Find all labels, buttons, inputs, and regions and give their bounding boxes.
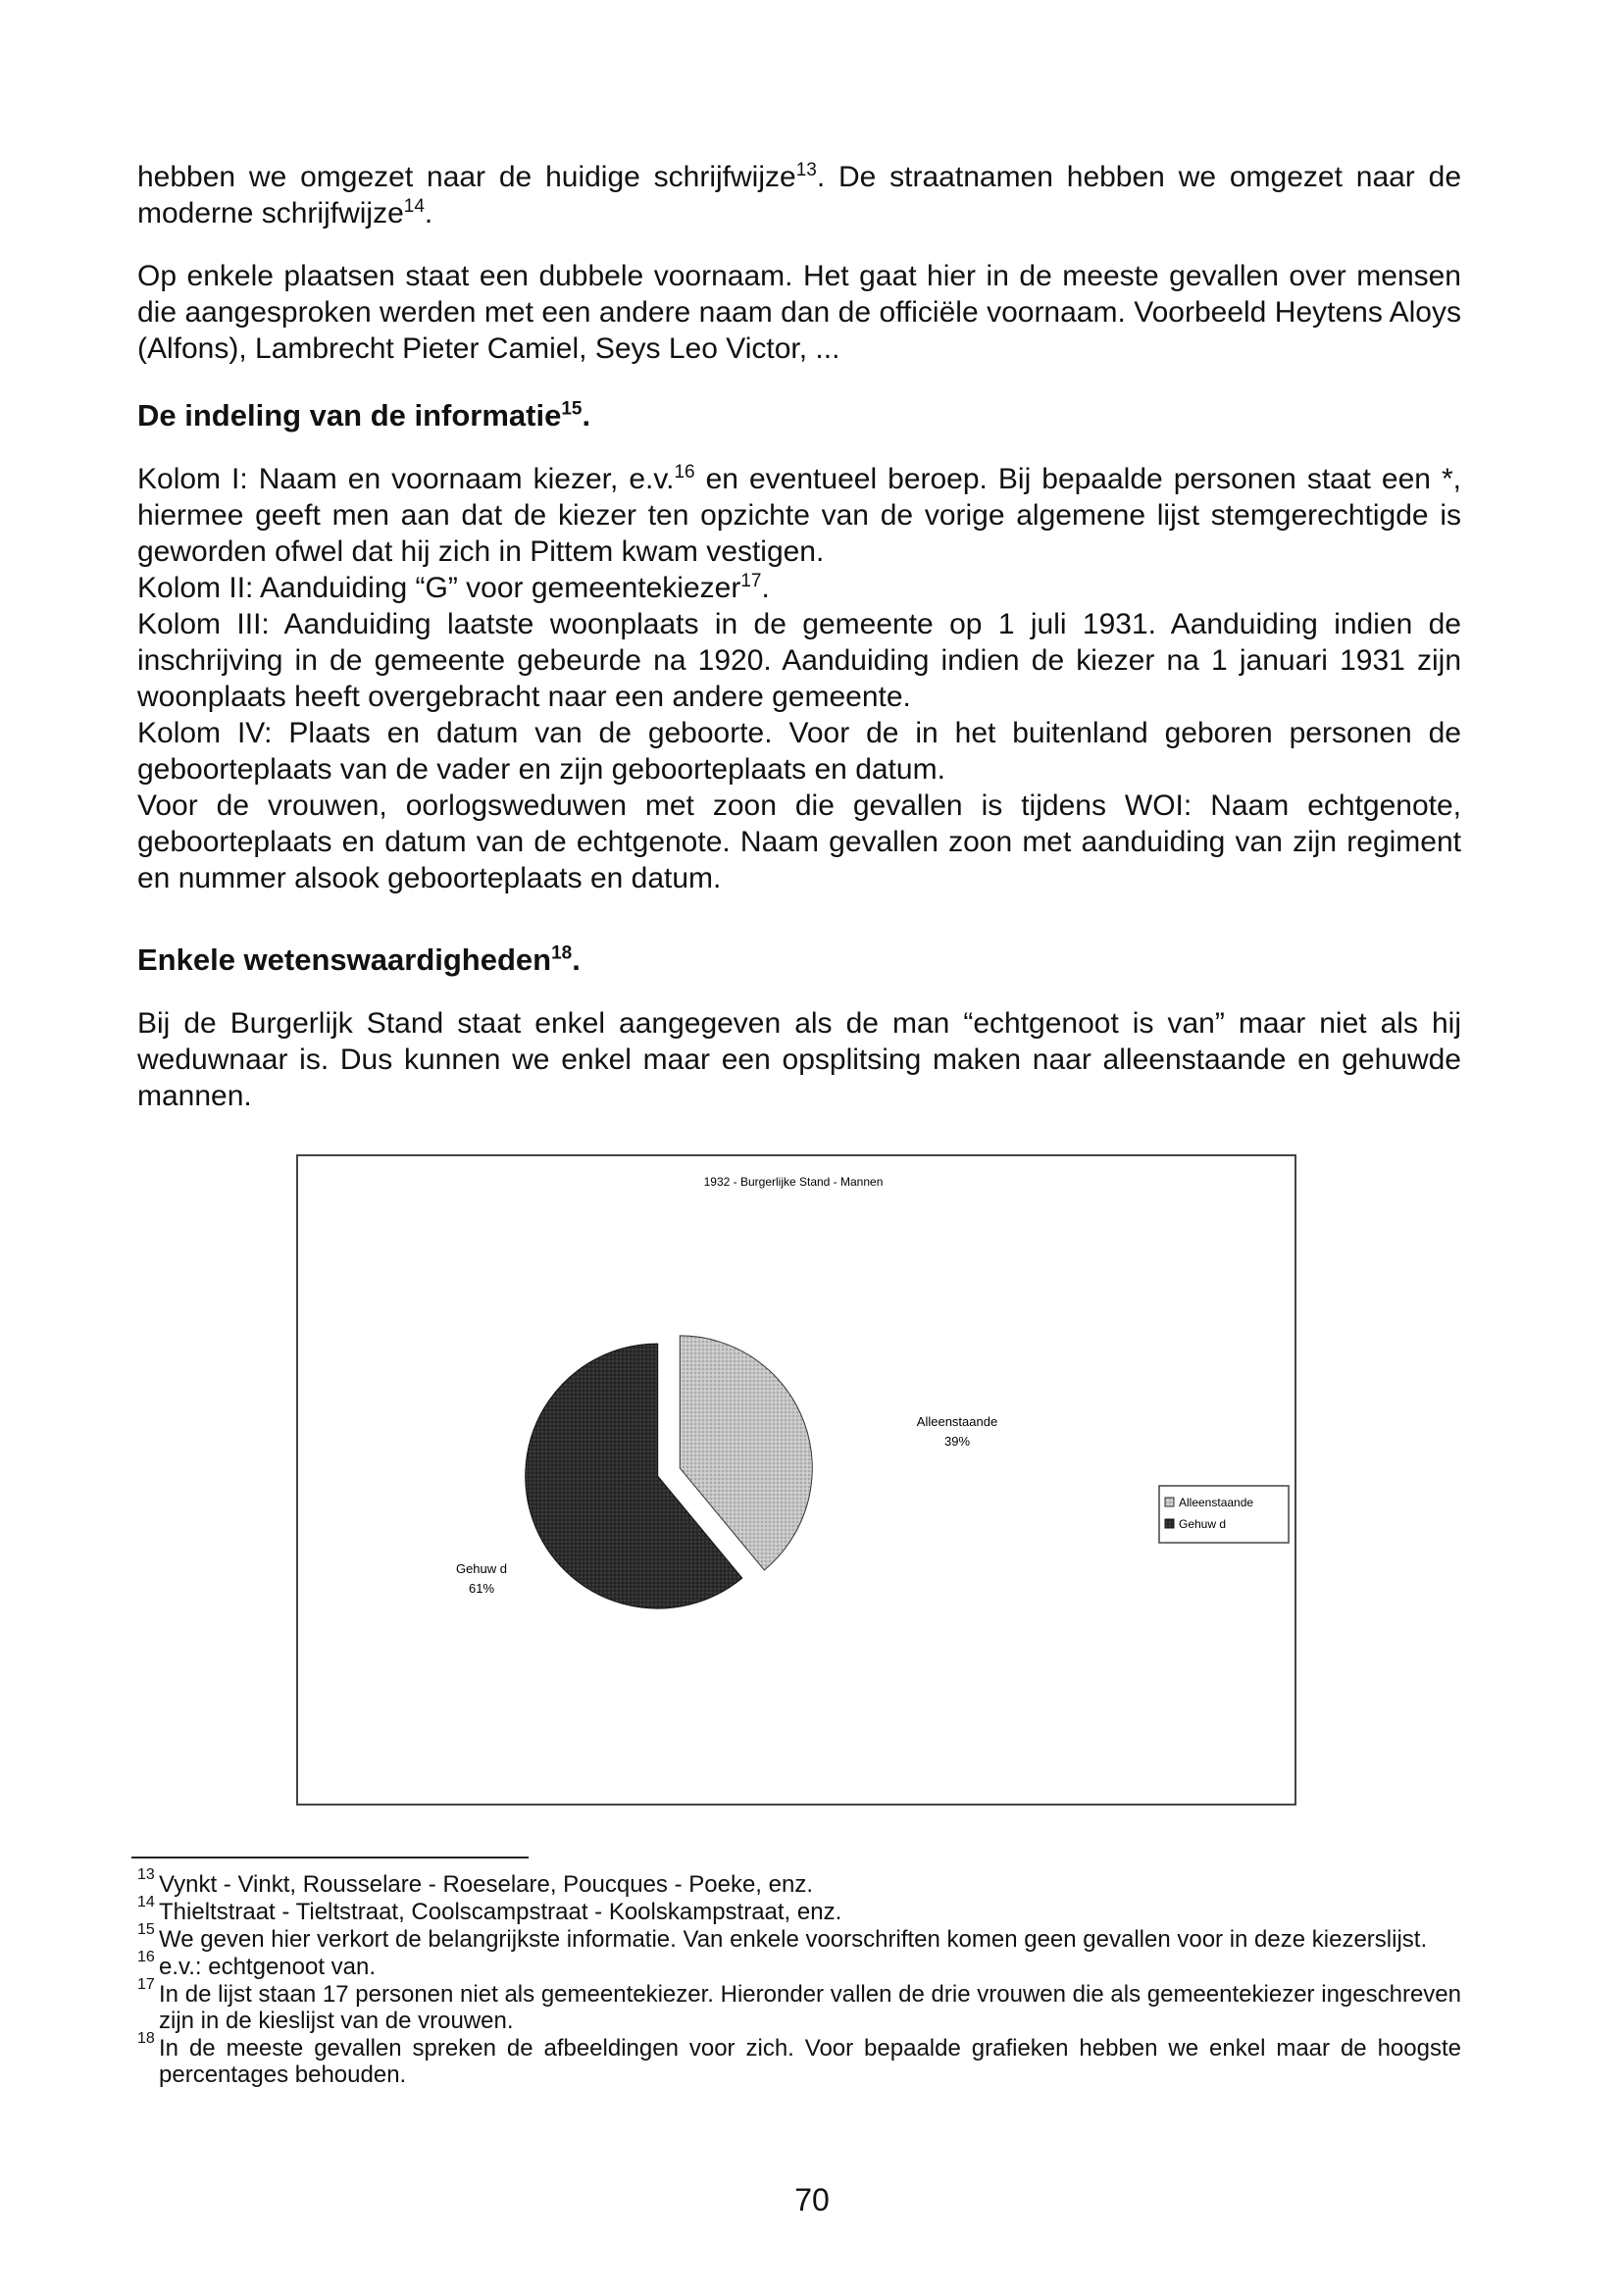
kolom-4: Kolom IV: Plaats en datum van de geboorte. Voor de in het buitenland geboren personen de geboorteplaats van de vader en zijn geboorteplaats en datum. xyxy=(137,717,1461,786)
footnote-number: 16 xyxy=(137,1949,155,1965)
footnote-ref-13: 13 xyxy=(795,160,817,180)
page-number: 70 xyxy=(794,2182,830,2217)
intro-paragraph-1 xyxy=(137,159,1461,231)
footnote-15 xyxy=(137,1921,1461,1953)
footnote-text: We geven hier verkort de belangrijkste informatie. Van enkele voorschriften komen geen gevallen voor in deze kiezerslijst. xyxy=(159,1926,1428,1953)
chart-title: 1932 - Burgerlijke Stand - Mannen xyxy=(703,1175,884,1189)
data-label-alleenstaande: Alleenstaande xyxy=(916,1414,998,1429)
section-heading-2 xyxy=(137,942,1461,978)
footnotes xyxy=(137,1866,1461,2089)
footnote-number: 17 xyxy=(137,1976,155,1993)
legend-label-gehuwd: Gehuw d xyxy=(1179,1517,1227,1531)
intro-text-2: Op enkele plaatsen staat een dubbele voornaam. Het gaat hier in de meeste gevallen over mensen die aangesproken werden met een andere naam dan de officiële voornaam. Voorbeeld Heytens Aloys (Alfons), Lambrecht Pieter Camiel, Seys Leo Victor, ... xyxy=(137,260,1461,365)
intro-text-a: hebben we omgezet naar de huidige schrijfwijze xyxy=(137,161,796,193)
footnote-17 xyxy=(137,1976,1461,2034)
kolom-list xyxy=(137,461,1461,896)
legend-swatch-gehuwd xyxy=(1165,1519,1174,1528)
intro-text-b: . De straatnamen hebben we omgezet naar de moderne schrijfwijze xyxy=(137,161,1461,229)
footnote-ref-16: 16 xyxy=(674,462,695,483)
footnote-rule xyxy=(131,1857,529,1858)
footnote-number: 15 xyxy=(137,1921,155,1938)
footnote-ref-15: 15 xyxy=(561,398,583,420)
footnote-number: 14 xyxy=(137,1894,155,1910)
legend-swatch-alleenstaande xyxy=(1165,1498,1174,1506)
data-label-alleenstaande-pct: 39% xyxy=(943,1434,971,1449)
footnote-number: 18 xyxy=(137,2030,155,2047)
footnote-number: 13 xyxy=(137,1866,155,1883)
kolom-1-text-a: Kolom I: Naam en voornaam kiezer, e.v. xyxy=(137,463,675,495)
footnote-14 xyxy=(137,1894,1461,1925)
kolom-1-text-b: en eventueel beroep. Bij bepaalde personen staat een *, hiermee geeft men aan dat de kiezer ten opzichte van de vorige algemene lijst stemgerechtigde is geworden ofwel dat hij zich in Pittem kwam vestigen. xyxy=(137,463,1461,568)
footnote-text: e.v.: echtgenoot van. xyxy=(159,1954,377,1980)
intro-paragraph-2 xyxy=(137,258,1461,367)
footnote-text: Thieltstraat - Tieltstraat, Coolscampstraat - Koolskampstraat, enz. xyxy=(159,1899,842,1925)
kolom-1 xyxy=(137,461,1461,570)
footnote-18 xyxy=(137,2030,1461,2088)
heading-end: . xyxy=(582,398,591,433)
footnote-text: In de lijst staan 17 personen niet als gemeentekiezer. Hieronder vallen de drie vrouwen die als gemeentekiezer ingeschreven zijn in de kieslijst van de vrouwen. xyxy=(159,1981,1461,2034)
pie-chart xyxy=(298,1156,1294,1804)
section-2-paragraph xyxy=(137,1005,1461,1114)
data-label-gehuwd: Gehuw d xyxy=(455,1561,508,1576)
footnote-16 xyxy=(137,1949,1461,1980)
heading-2-end: . xyxy=(572,942,581,977)
section-heading-1 xyxy=(137,397,1461,433)
heading-2-text: Enkele wetenswaardigheden xyxy=(137,942,552,977)
section-2-text: Bij de Burgerlijk Stand staat enkel aangegeven als de man “echtgenoot is van” maar niet als hij weduwnaar is. Dus kunnen we enkel maar een opsplitsing maken naar alleenstaande en gehuwde mannen. xyxy=(137,1007,1461,1112)
kolom-2 xyxy=(137,570,1461,606)
kolom-3: Kolom III: Aanduiding laatste woonplaats in de gemeente op 1 juli 1931. Aanduiding indien de inschrijving in de gemeente gebeurde na 1920. Aanduiding indien de kiezer na 1 januari 1931 zijn woonplaats heeft overgebracht naar een andere gemeente. xyxy=(137,608,1461,713)
kolom-2-text-b: . xyxy=(761,572,770,604)
heading-text: De indeling van de informatie xyxy=(137,398,562,433)
footnote-13 xyxy=(137,1866,1461,1898)
footnote-text: Vynkt - Vinkt, Rousselare - Roeselare, Poucques - Poeke, enz. xyxy=(159,1871,813,1898)
pie-chart-frame xyxy=(296,1154,1296,1806)
data-label-gehuwd-pct: 61% xyxy=(468,1581,495,1596)
intro-text-c: . xyxy=(424,197,433,229)
footnote-ref-18: 18 xyxy=(551,942,573,964)
chart-legend xyxy=(1159,1486,1289,1543)
legend-label-alleenstaande: Alleenstaande xyxy=(1179,1496,1254,1509)
footnote-text: In de meeste gevallen spreken de afbeeldingen voor zich. Voor bepaalde grafieken hebben we enkel maar de hoogste percentages behouden. xyxy=(159,2035,1461,2088)
footnote-ref-17: 17 xyxy=(740,571,762,591)
kolom-2-text-a: Kolom II: Aanduiding “G” voor gemeentekiezer xyxy=(137,572,741,604)
kolom-5: Voor de vrouwen, oorlogsweduwen met zoon die gevallen is tijdens WOI: Naam echtgenote, geboorteplaats en datum van de echtgenote. Naam gevallen zoon met aanduiding van zijn regiment en nummer alsook geboorteplaats en datum. xyxy=(137,789,1461,894)
footnote-ref-14: 14 xyxy=(403,196,425,217)
